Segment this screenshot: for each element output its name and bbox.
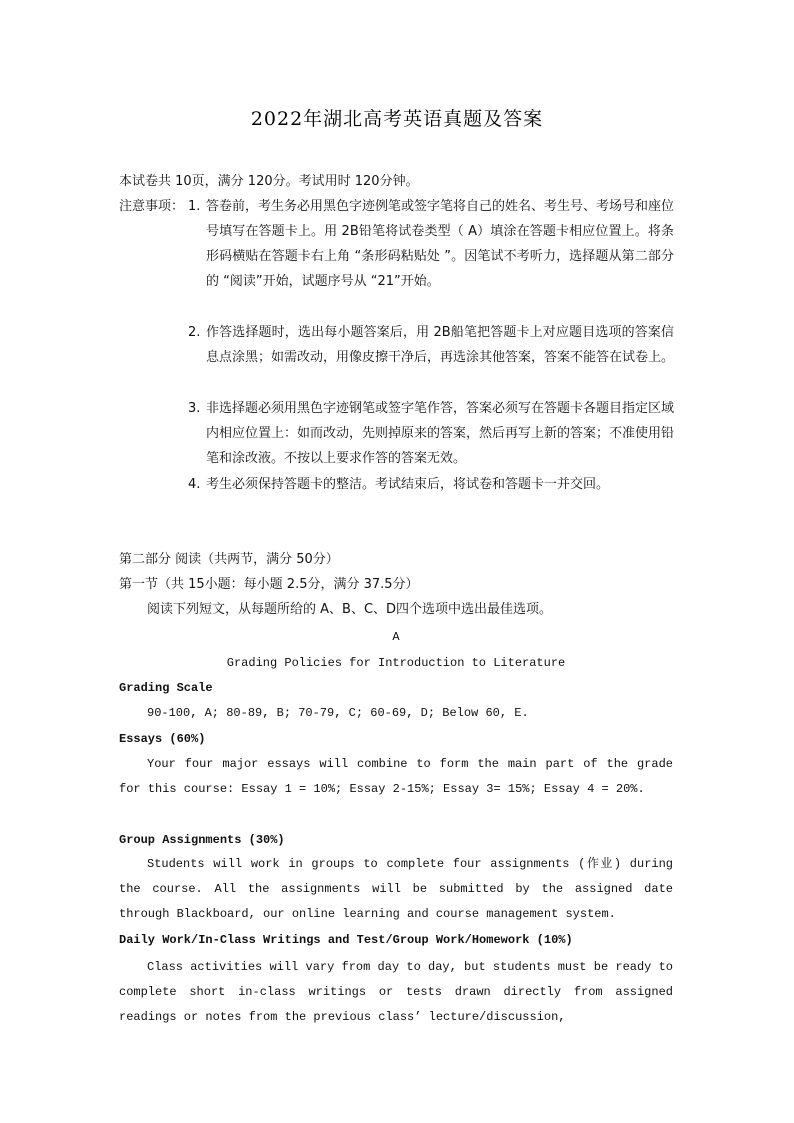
section-body: 90-100, A; 80-89, B; 70-79, C; 60-69, D; Below 60, E. — [147, 706, 529, 720]
section-heading: Daily Work/In-Class Writings and Test/Group Work/Homework (10%) — [119, 933, 573, 947]
note-text: 答卷前，考生务必用黑色字迹例笔或签字笔将自己的姓名、考生号、考场号和座位号填写在答题卡上。用 2B铅笔将试卷类型（ A）填涂在答题卡相应位置上。将条形码横贴在答题卡右上角 “条形码粘贴处 ”。因笔试不考听力，选择题从第二部分的 “阅读”开始，试题序号从 “21”开始。 — [206, 199, 675, 289]
section-heading: Grading Scale — [119, 681, 213, 695]
section-body: Class activities will vary from day to day, but students must be ready to complete short in-class writings or tests drawn directly from assigned readings or notes from the previous class’ lecture/discussion, — [119, 960, 673, 1024]
notes-heading: 注意事项： — [119, 199, 185, 214]
page-title: 2022年湖北高考英语真题及答案 — [250, 108, 544, 130]
note-text: 非选择题必须用黑色字迹钢笔或签字笔作答，答案必须写在答题卡各题目指定区域内相应位置上：如而改动，先则掉原来的答案，然后再写上新的答案；不准使用铅笔和涂改液。不按以上要求作答的答案无效。 — [206, 401, 675, 466]
note-number: 4. — [188, 477, 201, 492]
section-heading: Group Assignments (30%) — [119, 833, 285, 847]
note-text: 作答选择题时，选出每小题答案后，用 2B船笔把答题卡上对应题目选项的答案信息点涂黑；如需改动，用像皮擦干净后，再选涂其他答案，答案不能答在试卷上。 — [206, 325, 675, 365]
passage-title: Grading Policies for Introduction to Literature — [226, 656, 566, 670]
section-body: Your four major essays will combine to form the main part of the grade for this course: Essay 1 = 10%; Essay 2-15%; Essay 3= 15%; Essay 4 = 20%. — [119, 757, 673, 796]
section-body: Students will work in groups to complete four assignments (作业) during the course. All the assignments will be submitted by the assigned date through Blackboard, our online learning and course management system. — [119, 857, 673, 921]
section-heading: Essays (60%) — [119, 732, 206, 746]
note-number: 2. — [188, 325, 201, 340]
note-item — [188, 396, 674, 471]
note-item — [188, 194, 674, 294]
exam-intro: 本试卷共 10页，满分 120分。考试用时 120分钟。 — [119, 174, 419, 189]
reading-instruction: 阅读下列短文，从每题所给的 A、B、C、D四个选项中选出最佳选项。 — [147, 602, 553, 617]
note-item — [188, 472, 674, 497]
passage-letter: A — [392, 630, 400, 644]
part2-heading: 第二部分 阅读（共两节，满分 50分） — [119, 552, 339, 567]
note-number: 3. — [188, 401, 201, 416]
section1-heading: 第一节（共 15小题：每小题 2.5分，满分 37.5分） — [119, 577, 419, 592]
note-text: 考生必须保持答题卡的整洁。考试结束后，将试卷和答题卡一并交回。 — [206, 477, 610, 492]
note-number: 1. — [188, 199, 201, 214]
note-item — [188, 320, 674, 370]
